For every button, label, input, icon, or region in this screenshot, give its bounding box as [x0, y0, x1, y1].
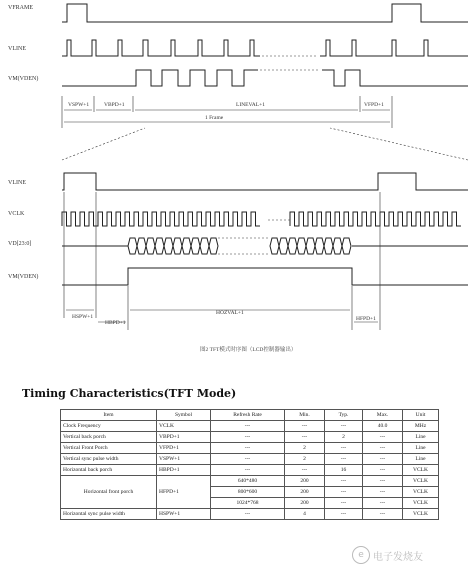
cell-typ: ---: [325, 454, 363, 465]
watermark: [352, 544, 470, 566]
cell-unit: Line: [403, 454, 439, 465]
cell-max: ---: [363, 443, 403, 454]
cell-symbol: VBPD+1: [157, 432, 211, 443]
cell-max: 40.0: [363, 421, 403, 432]
dim-lineval: LINEVAL+1: [236, 102, 265, 108]
signal-label-vden-top: VM(VDEN): [8, 76, 39, 82]
cell-typ: ---: [325, 443, 363, 454]
vline-top-waveform: [62, 40, 468, 56]
cell-item: Horizontal back porch: [61, 465, 157, 476]
cell-max: ---: [363, 432, 403, 443]
signal-label-vline-bottom: VLINE: [8, 180, 26, 186]
cell-max: ---: [363, 465, 403, 476]
vden-bottom-waveform: [62, 268, 468, 285]
header-symbol: Symbol: [157, 410, 211, 421]
vclk-waveform: [62, 212, 461, 226]
dim-hfpd: HFPD+1: [356, 316, 376, 322]
table-title: Timing Characteristics(TFT Mode): [22, 387, 237, 400]
cell-symbol: VSPW+1: [157, 454, 211, 465]
cell-unit: VCLK: [403, 509, 439, 520]
dim-vspw: VSPW+1: [68, 102, 90, 108]
figure-caption: 图2 TFT模式时序图（LCD控制器输出）: [200, 347, 297, 353]
cell-min: ---: [285, 421, 325, 432]
cell-item: Horizontal front porch: [61, 476, 157, 509]
cell-item: Vertical Front Porch: [61, 443, 157, 454]
header-min: Min.: [285, 410, 325, 421]
cell-unit: VCLK: [403, 476, 439, 487]
cell-rate: 1024*768: [211, 498, 285, 509]
cell-max: ---: [363, 509, 403, 520]
cell-typ: ---: [325, 498, 363, 509]
vframe-waveform: [62, 4, 468, 22]
cell-rate: ---: [211, 465, 285, 476]
cell-unit: VCLK: [403, 487, 439, 498]
signal-label-vden-bottom: VM(VDEN): [8, 274, 39, 280]
cell-rate: ---: [211, 509, 285, 520]
cell-typ: ---: [325, 509, 363, 520]
dim-hspw: HSPW+1: [72, 314, 94, 320]
cell-unit: VCLK: [403, 465, 439, 476]
table-row: [61, 509, 439, 520]
vden-top-waveform: [62, 70, 468, 86]
cell-unit: MHz: [403, 421, 439, 432]
dim-hbpd: HBPD+1: [105, 320, 126, 326]
cell-symbol: HFPD+1: [157, 476, 211, 509]
cell-min: 4: [285, 509, 325, 520]
signal-label-vframe: VFRAME: [8, 5, 34, 11]
cell-min: 200: [285, 487, 325, 498]
table-row: [61, 454, 439, 465]
cell-symbol: VCLK: [157, 421, 211, 432]
cell-rate: ---: [211, 443, 285, 454]
cell-typ: ---: [325, 421, 363, 432]
table-row: [61, 465, 439, 476]
table-row: [61, 443, 439, 454]
cell-item: Clock Frequency: [61, 421, 157, 432]
cell-symbol: HBPD+1: [157, 465, 211, 476]
header-item: Item: [61, 410, 157, 421]
vd-data-segment: [128, 238, 218, 254]
cell-rate: ---: [211, 421, 285, 432]
header-typ: Typ.: [325, 410, 363, 421]
vclk-segment: [62, 212, 260, 226]
cell-symbol: HSPW+1: [157, 509, 211, 520]
cell-min: 2: [285, 454, 325, 465]
vclk-segment: [290, 212, 461, 226]
cell-rate: ---: [211, 454, 285, 465]
cell-rate: ---: [211, 432, 285, 443]
cell-min: 200: [285, 476, 325, 487]
dim-vfpd: VFPD+1: [364, 102, 384, 108]
cell-max: ---: [363, 498, 403, 509]
cell-unit: Line: [403, 443, 439, 454]
table-row: [61, 476, 439, 487]
vd-data-waveform: [128, 238, 351, 254]
dim-frame: 1 Frame: [205, 115, 224, 121]
table-row: [61, 432, 439, 443]
vd-gap: [218, 238, 270, 254]
cell-typ: ---: [325, 476, 363, 487]
dim-vbpd: VBPD+1: [104, 102, 125, 108]
cell-symbol: VFPD+1: [157, 443, 211, 454]
cell-rate: 800*600: [211, 487, 285, 498]
cell-max: ---: [363, 454, 403, 465]
table-header-row: [61, 410, 439, 421]
signal-label-vclk: VCLK: [8, 211, 25, 217]
header-refresh-rate: Refresh Rate: [211, 410, 285, 421]
vline-bottom-waveform: [62, 173, 468, 190]
cell-typ: 16: [325, 465, 363, 476]
cell-max: ---: [363, 476, 403, 487]
cell-item: Vertical back porch: [61, 432, 157, 443]
signal-label-vd: VD[23:0]: [8, 241, 32, 247]
cell-min: ---: [285, 432, 325, 443]
cell-max: ---: [363, 487, 403, 498]
header-max: Max.: [363, 410, 403, 421]
cell-min: 2: [285, 443, 325, 454]
cell-min: ---: [285, 465, 325, 476]
dims-top: [62, 96, 392, 128]
cell-item: Horizontal sync pulse width: [61, 509, 157, 520]
cell-min: 200: [285, 498, 325, 509]
cell-unit: Line: [403, 432, 439, 443]
cell-rate: 640*480: [211, 476, 285, 487]
signal-label-vline-top: VLINE: [8, 46, 26, 52]
cell-typ: 2: [325, 432, 363, 443]
dim-hozval: HOZVAL+1: [216, 310, 244, 316]
watermark-logo-icon: e: [352, 546, 370, 564]
vd-data-segment: [270, 238, 351, 254]
header-unit: Unit: [403, 410, 439, 421]
cell-typ: ---: [325, 487, 363, 498]
cell-unit: VCLK: [403, 498, 439, 509]
zoom-guides: [62, 128, 468, 160]
table-row: [61, 421, 439, 432]
cell-item: Vertical sync pulse width: [61, 454, 157, 465]
watermark-text: 电子发烧友: [373, 551, 423, 563]
timing-table: [60, 409, 439, 520]
